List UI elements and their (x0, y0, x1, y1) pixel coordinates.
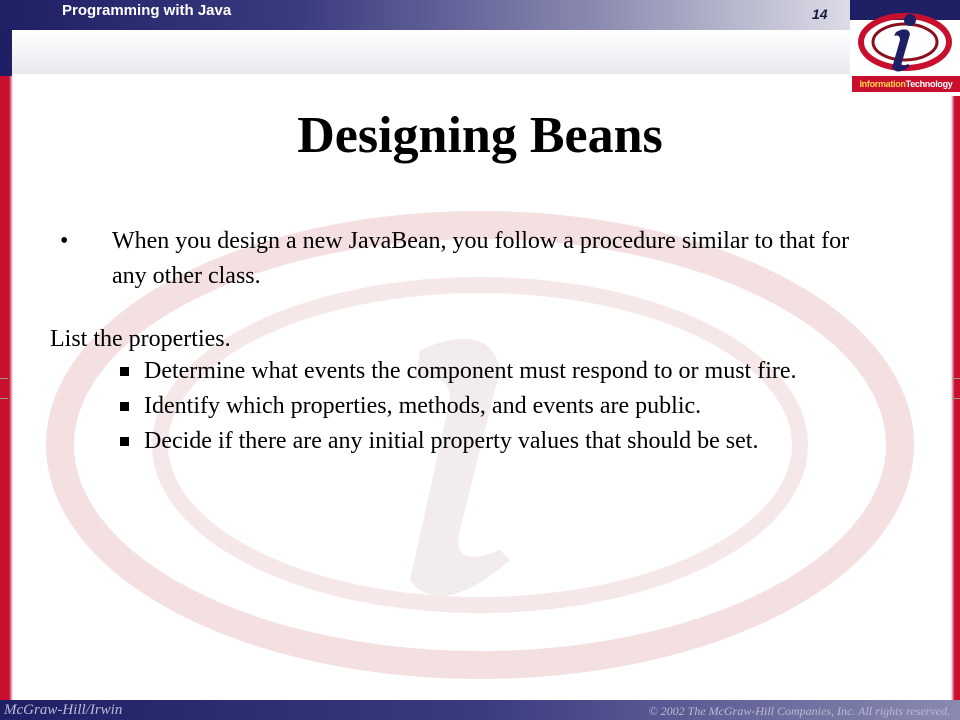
left-tick (0, 398, 8, 399)
logo-emblem-icon (850, 0, 960, 80)
list-heading: List the properties. (50, 326, 231, 352)
sub-list (120, 355, 900, 460)
logo-text: InformationTechnology (852, 76, 960, 92)
publisher-name: McGraw-Hill/Irwin (4, 702, 123, 718)
right-tick (952, 378, 960, 379)
information-technology-logo (850, 0, 960, 96)
square-bullet-icon (120, 367, 129, 376)
page-number: 14 (812, 6, 828, 22)
sub-list-item-text: Determine what events the component must respond to or must fire. (144, 358, 797, 384)
square-bullet-icon (120, 437, 129, 446)
header-bar (0, 0, 850, 30)
slide-title: Designing Beans (297, 107, 663, 164)
square-bullet-icon (120, 402, 129, 411)
sub-list-item (120, 390, 900, 423)
sub-list-item-text: Identify which properties, methods, and events are public. (144, 393, 702, 419)
course-title: Programming with Java (62, 2, 232, 19)
bullet-icon: • (60, 228, 69, 254)
copyright-notice: © 2002 The McGraw-Hill Companies, Inc. All rights reserved. (648, 704, 950, 718)
sub-list-item (120, 355, 900, 388)
left-red-border (0, 76, 13, 700)
header-shadow-strip (12, 30, 850, 74)
left-tick (0, 378, 8, 379)
right-tick (952, 398, 960, 399)
footer-bar (0, 700, 960, 720)
sub-list-item-text: Decide if there are any initial property values that should be set. (144, 428, 759, 454)
sub-list-item (120, 425, 900, 458)
bullet-text: When you design a new JavaBean, you follow a procedure similar to that for any other class. (112, 228, 850, 289)
